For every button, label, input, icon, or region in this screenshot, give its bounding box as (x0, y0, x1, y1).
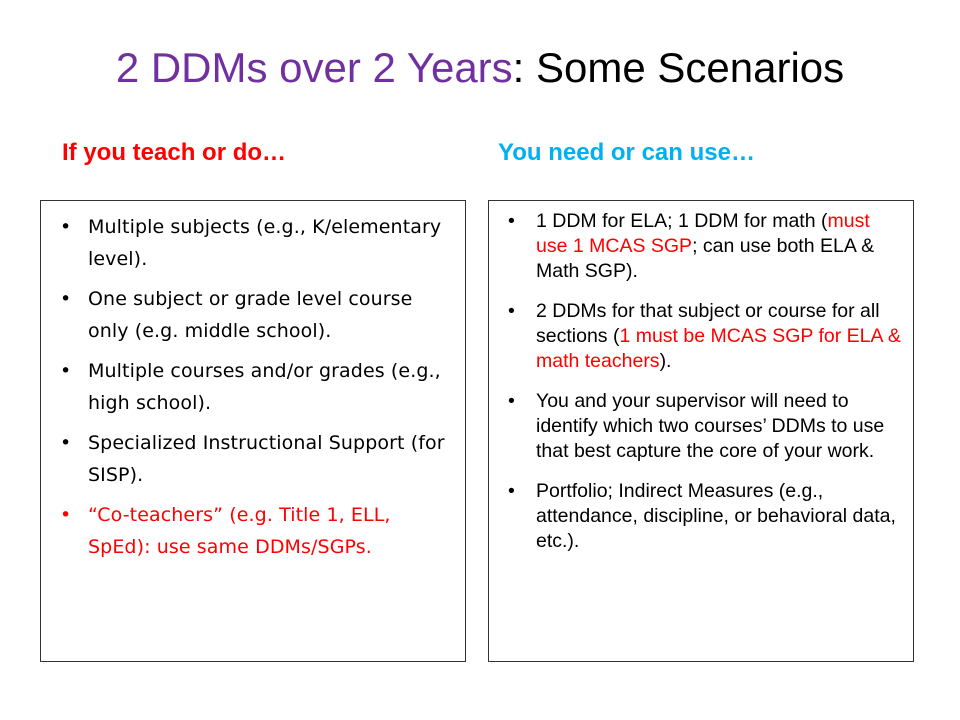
list-item-text: Multiple courses and/or grades (e.g., high school). (88, 360, 441, 414)
list-item (60, 211, 451, 275)
right-bullet-list (489, 201, 913, 554)
bullet-icon: • (60, 360, 72, 382)
list-item-text: ; can use both ELA & Math SGP). (536, 235, 875, 282)
list-item (60, 427, 451, 491)
list-item-text: You and your supervisor will need to identify which two courses’ DDMs to use that best capture the core of your work. (536, 390, 885, 462)
bullet-icon: • (60, 504, 72, 526)
slide-title-rest: : Some Scenarios (512, 44, 845, 91)
list-item (60, 283, 451, 347)
list-item (60, 355, 451, 419)
left-column-header: If you teach or do… (62, 139, 287, 166)
list-item-text: Multiple subjects (e.g., K/elementary level). (88, 216, 442, 270)
right-column-header: You need or can use… (498, 139, 755, 166)
list-item-text: 1 DDM for ELA; 1 DDM for math ( (536, 210, 828, 232)
list-item-text: One subject or grade level course only (e.g. middle school). (88, 288, 413, 342)
highlight-text: 1 must be MCAS SGP for ELA & math teachers (536, 325, 901, 372)
list-item-text: Portfolio; Indirect Measures (e.g., attendance, discipline, or behavioral data, etc.). (536, 480, 896, 552)
bullet-icon: • (508, 390, 515, 412)
slide-title (0, 40, 960, 96)
bullet-icon: • (60, 288, 72, 310)
list-item (508, 299, 903, 374)
list-item (508, 209, 903, 284)
list-item-text: Specialized Instructional Support (for SISP). (88, 432, 445, 486)
right-content-box (488, 200, 914, 662)
list-item-text: ). (659, 350, 672, 372)
bullet-icon: • (60, 432, 72, 454)
list-item (508, 479, 903, 554)
bullet-icon: • (60, 216, 72, 238)
list-item (508, 389, 903, 464)
bullet-icon: • (508, 210, 515, 232)
bullet-icon: • (508, 480, 515, 502)
left-content-box (40, 200, 466, 662)
list-item-text: “Co-teachers” (e.g. Title 1, ELL, SpEd): use same DDMs/SGPs. (88, 504, 391, 558)
list-item-text: 2 DDMs for that subject or course for all sections ( (536, 300, 880, 347)
list-item-highlighted (60, 499, 451, 563)
bullet-icon: • (508, 300, 515, 322)
slide-title-highlight: 2 DDMs over 2 Years (115, 44, 513, 91)
highlight-text: must use 1 MCAS SGP (536, 210, 870, 257)
left-bullet-list (41, 201, 465, 563)
